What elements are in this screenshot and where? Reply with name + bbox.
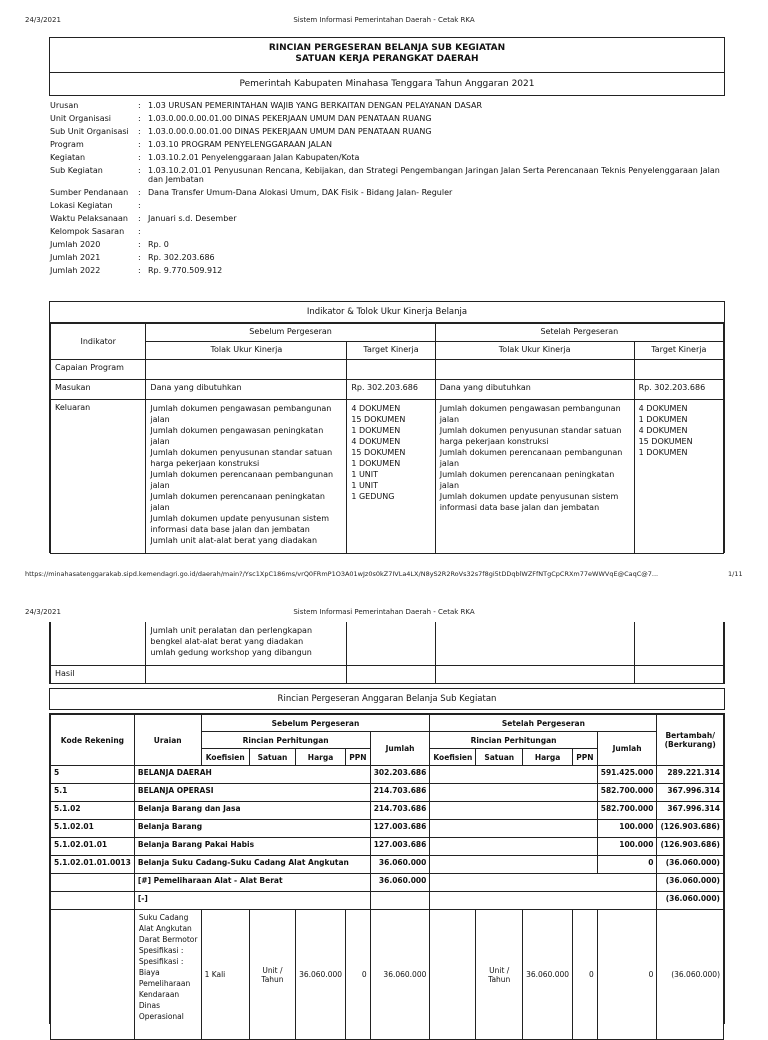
print-date-2: 24/3/2021	[25, 608, 61, 616]
row-keluaran: Keluaran	[51, 400, 146, 554]
header-uraian: Uraian	[134, 715, 201, 766]
header-koef-after: Koefisien	[430, 749, 476, 766]
row-jumlah-after: 100.000	[597, 838, 657, 856]
line-item: Dinas	[138, 1001, 160, 1010]
footer-page: 1/11	[728, 570, 743, 578]
government-title: Pemerintah Kabupaten Minahasa Tenggara Tahun Anggaran 2021	[239, 79, 535, 89]
line-item: Jumlah dokumen penyusunan standar satuan harga pekerjaan konstruksi	[150, 448, 333, 468]
row-kode: 5	[51, 766, 135, 784]
target-before	[347, 400, 435, 554]
keluaran-before	[146, 400, 347, 554]
row-jumlah-before: 214.703.686	[370, 784, 430, 802]
info-value: 1.03.10.2.01 Penyelenggaraan Jalan Kabupaten/Kota	[148, 153, 360, 162]
info-colon: :	[138, 253, 141, 262]
info-value: Rp. 302.203.686	[148, 253, 215, 262]
header-sebelum-2: Sebelum Pergeseran	[201, 715, 430, 732]
row-bertambah: (36.060.000)	[657, 856, 724, 874]
header-ppn-before: PPN	[346, 749, 371, 766]
info-label: Waktu Pelaksanaan	[50, 214, 128, 223]
info-value: Rp. 0	[148, 240, 169, 249]
info-row	[50, 151, 726, 164]
info-value: 1.03.0.00.0.00.01.00 DINAS PEKERJAAN UMUM DAN PENATAAN RUANG	[148, 114, 432, 123]
info-colon: :	[138, 153, 141, 162]
rincian-row	[51, 802, 724, 820]
target-after	[634, 400, 723, 554]
rincian-table	[49, 713, 725, 1024]
row-jumlah-before: 127.003.686	[370, 838, 430, 856]
info-colon: :	[138, 140, 141, 149]
info-colon: :	[138, 127, 141, 136]
header-rincian-before: Rincian Perhitungan	[201, 732, 370, 749]
rincian-row	[51, 820, 724, 838]
row-jumlah-before: 302.203.686	[370, 766, 430, 784]
keluaran-after	[435, 400, 634, 554]
report-title: RINCIAN PERGESERAN BELANJA SUB KEGIATAN	[268, 43, 506, 53]
indikator-table	[49, 322, 725, 553]
line-item: Jumlah dokumen pengawasan pembangunan jalan	[439, 404, 621, 424]
print-header-2: Sistem Informasi Pemerintahan Daerah - Cetak RKA	[293, 608, 475, 616]
line-item: 1 UNIT	[351, 481, 379, 490]
row-jumlah-after: 0	[597, 856, 657, 874]
rincian-title: Rincian Pergeseran Anggaran Belanja Sub Kegiatan	[277, 694, 497, 704]
row-kode: 5.1.02.01	[51, 820, 135, 838]
header-harga-before: Harga	[296, 749, 346, 766]
info-colon: :	[138, 166, 141, 175]
line-item: 15 DOKUMEN	[351, 448, 406, 457]
info-row	[50, 251, 726, 264]
masukan-target-before: Rp. 302.203.686	[347, 380, 435, 400]
line-item: Jumlah dokumen update penyusunan sistem informasi data base jalan dan jembatan	[150, 514, 329, 534]
line-item: Biaya	[138, 968, 160, 977]
sub-dash-bt: (36.060.000)	[657, 892, 724, 910]
detail-jumlah-before: 36.060.000	[370, 910, 430, 1040]
header-setelah-2: Setelah Pergeseran	[430, 715, 657, 732]
line-item: 15 DOKUMEN	[638, 437, 693, 446]
row-kode: 5.1	[51, 784, 135, 802]
header-indikator: Indikator	[51, 324, 146, 360]
header-koef-before: Koefisien	[201, 749, 249, 766]
info-value: Dana Transfer Umum-Dana Alokasi Umum, DAK Fisik - Bidang Jalan- Reguler	[148, 188, 453, 197]
footer-url[interactable]: https://minahasatenggarakab.sipd.kemendagri.go.id/daerah/main?/Ysc1XpC186ms/vrQ0FRmP1O3A01wJz0s0kZ7IVLa4LX/N8yS2R2RoVs32s7f8gi5tDDqblWZFfNTgCpCRXm77eWWVqE@CaqC@7...	[25, 570, 659, 578]
info-label: Kelompok Sasaran	[50, 227, 125, 236]
info-colon: :	[138, 101, 141, 110]
line-item: Jumlah dokumen penyusunan standar satuan harga pekerjaan konstruksi	[439, 426, 622, 446]
report-subtitle: SATUAN KERJA PERANGKAT DAERAH	[295, 54, 479, 64]
info-value	[148, 225, 726, 238]
indikator-title: Indikator & Tolok Ukur Kinerja Belanja	[306, 307, 468, 317]
line-item: 4 DOKUMEN	[638, 426, 688, 435]
info-value: Januari s.d. Desember	[148, 214, 237, 223]
row-bertambah: (126.903.686)	[657, 838, 724, 856]
info-value	[148, 199, 726, 212]
line-item: umlah gedung workshop yang dibangun	[150, 648, 312, 657]
detail-koef-before: 1 Kali	[201, 910, 249, 1040]
info-value: 1.03.10 PROGRAM PENYELENGGARAAN JALAN	[148, 140, 332, 149]
rincian-row	[51, 838, 724, 856]
detail-harga-before: 36.060.000	[296, 910, 346, 1040]
info-label: Jumlah 2021	[50, 253, 101, 262]
sub-pemeliharaan-j1: 36.060.000	[370, 874, 430, 892]
info-row	[50, 164, 726, 186]
info-row	[50, 199, 726, 212]
detail-ppn-before: 0	[346, 910, 371, 1040]
header-kode: Kode Rekening	[51, 715, 135, 766]
info-label: Urusan	[50, 101, 79, 110]
header-target-before: Target Kinerja	[347, 342, 435, 360]
header-jumlah-after: Jumlah	[597, 732, 657, 766]
title-box	[49, 37, 725, 73]
sub-pemeliharaan: [#] Pemeliharaan Alat - Alat Berat	[134, 874, 370, 892]
line-item: Operasional	[138, 1012, 184, 1021]
header-ppn-after: PPN	[573, 749, 598, 766]
info-colon: :	[138, 266, 141, 275]
line-item: Jumlah dokumen perencanaan peningkatan jalan	[439, 470, 615, 490]
info-label: Unit Organisasi	[50, 114, 112, 123]
info-row	[50, 212, 726, 225]
line-item: 15 DOKUMEN	[351, 415, 406, 424]
print-date: 24/3/2021	[25, 16, 61, 24]
detail-satuan-before: Unit / Tahun	[249, 910, 295, 1040]
row-jumlah-before: 127.003.686	[370, 820, 430, 838]
line-item: 4 DOKUMEN	[638, 404, 688, 413]
line-item: 1 DOKUMEN	[351, 459, 401, 468]
header-satuan-after: Satuan	[476, 749, 523, 766]
detail-satuan-after: Unit / Tahun	[476, 910, 523, 1040]
row-jumlah-before: 214.703.686	[370, 802, 430, 820]
info-colon: :	[138, 214, 141, 223]
header-sebelum: Sebelum Pergeseran	[146, 324, 435, 342]
info-label: Kegiatan	[50, 153, 86, 162]
info-row	[50, 225, 726, 238]
government-box	[49, 72, 725, 96]
info-label: Sumber Pendanaan	[50, 188, 129, 197]
info-row	[50, 99, 726, 112]
line-item: Spesifikasi :	[138, 957, 184, 966]
row-uraian: Belanja Barang	[134, 820, 370, 838]
masukan-target-after: Rp. 302.203.686	[634, 380, 723, 400]
detail-ppn-after: 0	[573, 910, 598, 1040]
info-colon: :	[138, 188, 141, 197]
sub-pemeliharaan-bt: (36.060.000)	[657, 874, 724, 892]
sub-dash: [-]	[134, 892, 370, 910]
line-item: 4 DOKUMEN	[351, 437, 401, 446]
info-table	[50, 99, 726, 277]
detail-bertambah: (36.060.000)	[657, 910, 724, 1040]
header-tolok-after: Tolak Ukur Kinerja	[435, 342, 634, 360]
header-setelah: Setelah Pergeseran	[435, 324, 723, 342]
info-colon: :	[138, 114, 141, 123]
info-label: Sub Unit Organisasi	[50, 127, 129, 136]
info-row	[50, 238, 726, 251]
row-hasil: Hasil	[51, 666, 146, 684]
detail-harga-after: 36.060.000	[523, 910, 573, 1040]
row-uraian: Belanja Barang dan Jasa	[134, 802, 370, 820]
row-bertambah: 367.996.314	[657, 802, 724, 820]
header-bertambah: Bertambah/ (Berkurang)	[657, 715, 724, 766]
row-jumlah-after: 100.000	[597, 820, 657, 838]
rincian-row	[51, 784, 724, 802]
indikator-continued	[49, 622, 725, 684]
info-colon: :	[138, 227, 141, 236]
info-value: 1.03 URUSAN PEMERINTAHAN WAJIB YANG BERKAITAN DENGAN PELAYANAN DASAR	[148, 101, 483, 110]
header-satuan-before: Satuan	[249, 749, 295, 766]
detail-jumlah-after: 0	[597, 910, 657, 1040]
row-kode: 5.1.02.01.01.0013	[51, 856, 135, 874]
rincian-row	[51, 856, 724, 874]
header-rincian-after: Rincian Perhitungan	[430, 732, 597, 749]
info-label: Jumlah 2022	[50, 266, 101, 275]
info-row	[50, 112, 726, 125]
row-masukan: Masukan	[51, 380, 146, 400]
line-item: 1 UNIT	[351, 470, 379, 479]
page-2	[0, 596, 768, 1024]
row-bertambah: 289.221.314	[657, 766, 724, 784]
line-item: Jumlah dokumen update penyusunan sistem informasi data base jalan dan jembatan	[439, 492, 619, 512]
info-value: 1.03.0.00.0.00.01.00 DINAS PEKERJAAN UMUM DAN PENATAAN RUANG	[148, 127, 432, 136]
row-bertambah: (126.903.686)	[657, 820, 724, 838]
line-item: Suku Cadang	[138, 913, 189, 922]
header-target-after: Target Kinerja	[634, 342, 723, 360]
row-kode: 5.1.02	[51, 802, 135, 820]
rincian-title-box	[49, 688, 725, 710]
row-capaian: Capaian Program	[51, 360, 146, 380]
row-uraian: BELANJA OPERASI	[134, 784, 370, 802]
rincian-row	[51, 766, 724, 784]
info-label: Jumlah 2020	[50, 240, 101, 249]
line-item: Alat Angkutan	[138, 924, 192, 933]
info-row	[50, 125, 726, 138]
line-item: Jumlah dokumen pengawasan pembangunan jalan	[150, 404, 332, 424]
row-jumlah-after: 582.700.000	[597, 784, 657, 802]
info-value: 1.03.10.2.01.01 Penyusunan Rencana, Kebijakan, dan Strategi Pengembangan Jaringan Jalan Serta Perencanaan Teknis Penyelenggaraan Jalan dan Jembatan	[148, 166, 720, 184]
detail-uraian	[134, 910, 201, 1040]
line-item: Jumlah unit peralatan dan perlengkapan bengkel alat-alat berat yang diadakan	[150, 626, 313, 646]
line-item: Jumlah dokumen perencanaan pembangunan jalan	[150, 470, 334, 490]
row-jumlah-after: 582.700.000	[597, 802, 657, 820]
info-colon: :	[138, 201, 141, 210]
info-label: Sub Kegiatan	[50, 166, 103, 175]
line-item: 1 DOKUMEN	[638, 415, 688, 424]
header-harga-after: Harga	[523, 749, 573, 766]
row-jumlah-before: 36.060.000	[370, 856, 430, 874]
line-item: 1 DOKUMEN	[351, 426, 401, 435]
line-item: Jumlah unit alat-alat berat yang diadakan	[150, 536, 318, 545]
line-item: Jumlah dokumen perencanaan pembangunan jalan	[439, 448, 623, 468]
row-bertambah: 367.996.314	[657, 784, 724, 802]
print-header: Sistem Informasi Pemerintahan Daerah - Cetak RKA	[293, 16, 475, 24]
info-value: Rp. 9.770.509.912	[148, 266, 223, 275]
row-uraian: Belanja Suku Cadang-Suku Cadang Alat Angkutan	[134, 856, 370, 874]
info-label: Program	[50, 140, 84, 149]
line-item: Jumlah dokumen perencanaan peningkatan jalan	[150, 492, 325, 512]
info-row	[50, 138, 726, 151]
line-item: Pemeliharaan	[138, 979, 191, 988]
info-label: Lokasi Kegiatan	[50, 201, 113, 210]
masukan-tolok-after: Dana yang dibutuhkan	[435, 380, 634, 400]
line-item: 1 DOKUMEN	[638, 448, 688, 457]
line-item: Jumlah dokumen pengawasan peningkatan jalan	[150, 426, 324, 446]
row-uraian: Belanja Barang Pakai Habis	[134, 838, 370, 856]
header-jumlah-before: Jumlah	[370, 732, 430, 766]
line-item: Darat Bermotor	[138, 935, 198, 944]
line-item: 4 DOKUMEN	[351, 404, 401, 413]
info-colon: :	[138, 240, 141, 249]
line-item: Spesifikasi :	[138, 946, 184, 955]
info-row	[50, 186, 726, 199]
indikator-title-box	[49, 301, 725, 323]
line-item: 1 GEDUNG	[351, 492, 395, 501]
row-uraian: BELANJA DAERAH	[134, 766, 370, 784]
line-item: Kendaraan	[138, 990, 180, 999]
header-tolok-before: Tolak Ukur Kinerja	[146, 342, 347, 360]
info-row	[50, 264, 726, 277]
masukan-tolok-before: Dana yang dibutuhkan	[146, 380, 347, 400]
row-jumlah-after: 591.425.000	[597, 766, 657, 784]
row-kode: 5.1.02.01.01	[51, 838, 135, 856]
keluaran-continued	[146, 622, 347, 666]
